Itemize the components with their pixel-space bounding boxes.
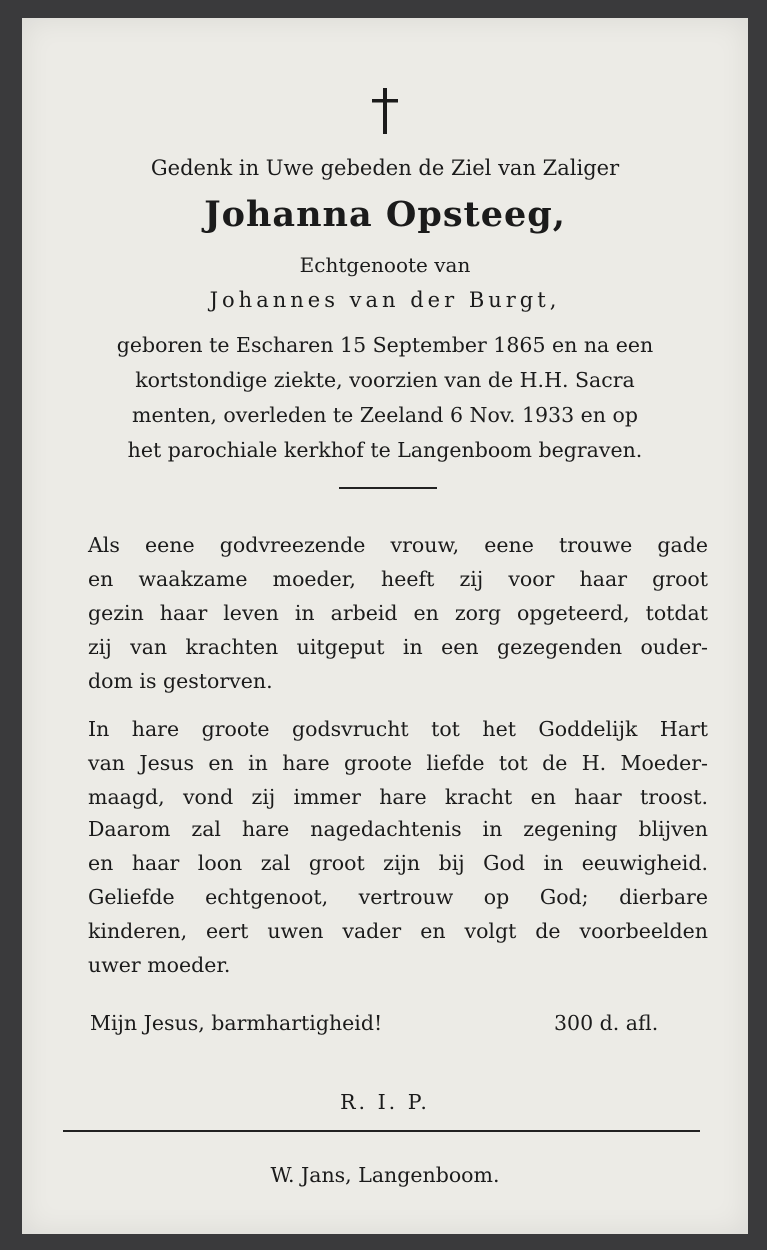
paragraph-devotion [88,712,708,814]
paragraph-blessing [88,812,708,880]
divider [339,487,437,489]
paragraph-line: Daarom zal hare nagedachtenis in zegening blijven [88,817,708,841]
spouse-label: Echtgenoote van [299,253,471,277]
bio-line: menten, overleden te Zeeland 6 Nov. 1933 en op [132,403,638,427]
bio-line: het parochiale kerkhof te Langenboom begraven. [127,438,643,462]
prayer-line: Mijn Jesus, barmhartigheid! [90,1011,383,1035]
paragraph-line: kinderen, eert uwen vader en volgt de voorbeelden [88,919,708,943]
paragraph-line: en waakzame moeder, heeft zij voor haar groot [88,567,708,591]
paragraph-line: dom is gestorven. [88,669,273,693]
paragraph-line: gezin haar leven in arbeid en zorg opgeteerd, totdat [88,601,708,625]
paragraph-virtues [88,528,708,698]
rip-text: R. I. P. [340,1090,430,1114]
memorial-card [22,18,748,1234]
paragraph-line: zij van krachten uitgeput in een gezegenden ouder- [88,635,708,659]
opening-line: Gedenk in Uwe gebeden de Ziel van Zaliger [150,156,620,180]
paragraph-line: en haar loon zal groot zijn bij God in eeuwigheid. [88,851,708,875]
paragraph-line: uwer moeder. [88,953,231,977]
paragraph-line: Als eene godvreezende vrouw, eene trouwe gade [88,533,708,557]
footer-divider [63,1130,700,1132]
bio-line: kortstondige ziekte, voorzien van de H.H. Sacra [135,368,635,392]
paragraph-line: Geliefde echtgenoot, vertrouw op God; dierbare [88,885,708,909]
deceased-name: Johanna Opsteeg, [204,194,566,235]
paragraph-line: In hare groote godsvrucht tot het Goddelijk Hart [88,717,708,741]
paragraph-family [88,880,708,982]
paragraph-line: maagd, vond zij immer hare kracht en haar troost. [88,785,708,809]
cross-icon [367,88,403,134]
printer-credit: W. Jans, Langenboom. [270,1163,500,1187]
paragraph-line: van Jesus en in hare groote liefde tot de H. Moeder- [88,751,708,775]
bio-line: geboren te Escharen 15 September 1865 en na een [116,333,654,357]
spouse-name: Johannes van der Burgt, [209,288,561,312]
indulgence-note: 300 d. afl. [554,1011,659,1035]
